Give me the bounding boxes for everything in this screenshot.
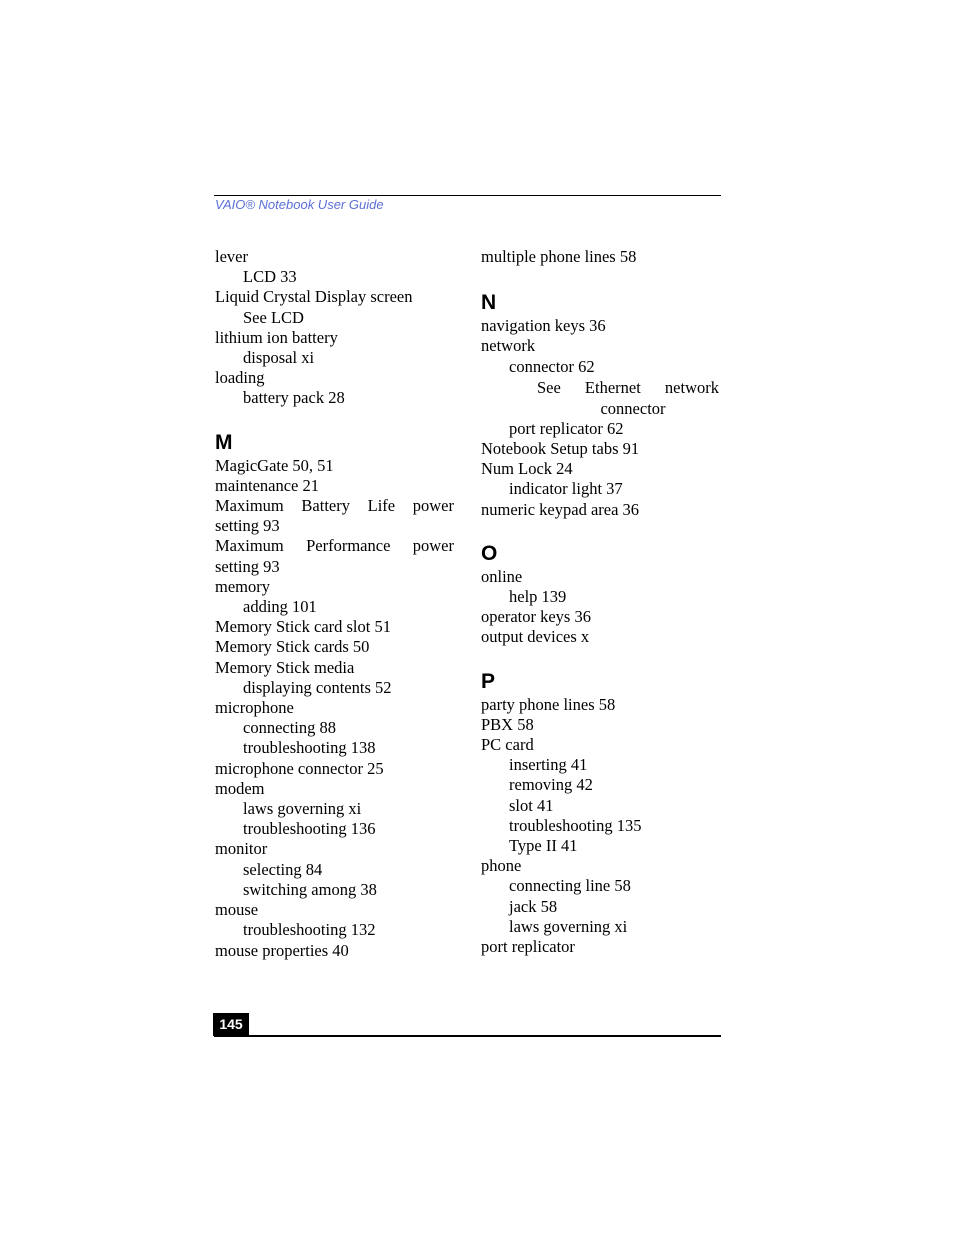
- index-subentry: indicator light 37: [509, 479, 623, 499]
- index-entry: party phone lines 58: [481, 694, 616, 714]
- index-entry: Memory Stick media: [215, 657, 355, 677]
- index-subentry: removing 42: [509, 775, 593, 795]
- index-entry: phone: [481, 856, 522, 876]
- index-entry: online: [481, 566, 523, 586]
- see-reference: [481, 377, 719, 419]
- index-subentry: selecting 84: [243, 859, 323, 879]
- index-entry: operator keys 36: [481, 607, 591, 627]
- index-entry: lever: [215, 247, 248, 266]
- index-subentry: jack 58: [509, 896, 558, 916]
- index-block-m: [215, 456, 454, 961]
- index-subentry: battery pack 28: [243, 388, 345, 408]
- index-subentry: laws governing xi: [509, 916, 628, 936]
- index-entry: output devices x: [481, 627, 590, 647]
- index-entry: microphone: [215, 698, 294, 718]
- index-entry: monitor: [215, 839, 268, 859]
- index-entry: loading: [215, 368, 265, 388]
- index-entry: Num Lock 24: [481, 459, 573, 479]
- index-subentry: See LCD: [243, 307, 304, 327]
- index-subentry: connector 62: [509, 356, 595, 376]
- index-entry: mouse properties 40: [215, 940, 349, 960]
- index-entry: Maximum Battery Life power: [215, 496, 454, 516]
- index-subentry: connecting line 58: [509, 876, 631, 896]
- index-entry: mouse: [215, 900, 259, 920]
- index-entry: navigation keys 36: [481, 316, 606, 336]
- index-entry: setting 93: [215, 556, 280, 576]
- index-column-left: [215, 247, 454, 961]
- see-reference-line1: See Ethernet network: [537, 377, 719, 397]
- index-entry: memory: [215, 576, 270, 596]
- section-letter-p: P: [481, 669, 496, 693]
- index-entry: modem: [215, 778, 265, 798]
- index-column-right: [481, 247, 720, 957]
- index-entry: numeric keypad area 36: [481, 499, 640, 519]
- index-subentry: disposal xi: [243, 348, 315, 368]
- section-letter-n: N: [481, 291, 497, 315]
- index-subentry: switching among 38: [243, 879, 377, 899]
- section-letter-m: M: [215, 430, 233, 454]
- index-subentry: slot 41: [509, 795, 554, 815]
- index-subentry: connecting 88: [243, 718, 337, 738]
- index-subentry: troubleshooting 136: [243, 819, 376, 839]
- index-entry: Memory Stick card slot 51: [215, 617, 391, 637]
- index-entry: MagicGate 50, 51: [215, 455, 334, 475]
- index-entry: network: [481, 336, 536, 356]
- index-subentry: adding 101: [243, 597, 317, 617]
- see-reference-line2: connector: [600, 398, 666, 418]
- index-subentry: troubleshooting 132: [243, 920, 376, 940]
- index-subentry: displaying contents 52: [243, 677, 392, 697]
- footer-rule: [214, 1035, 721, 1037]
- index-entry: Liquid Crystal Display screen: [215, 287, 413, 307]
- index-block-o: [481, 567, 720, 648]
- index-subentry: laws governing xi: [243, 799, 362, 819]
- index-entry: PBX 58: [481, 714, 534, 734]
- index-entry: lithium ion battery: [215, 327, 338, 347]
- index-entry: multiple phone lines 58: [481, 247, 637, 266]
- index-block-n-a: [481, 316, 720, 377]
- index-block-p: [481, 695, 720, 958]
- section-letter-o: O: [481, 541, 498, 565]
- index-subentry: inserting 41: [509, 755, 588, 775]
- page-number: 145: [213, 1013, 249, 1036]
- index-entry: maintenance 21: [215, 475, 319, 495]
- index-entry: PC card: [481, 735, 534, 755]
- index-entry: microphone connector 25: [215, 758, 384, 778]
- index-entry: Memory Stick cards 50: [215, 637, 370, 657]
- document-title: VAIO® Notebook User Guide: [215, 197, 384, 212]
- index-subentry: troubleshooting 138: [243, 738, 376, 758]
- index-entry: Maximum Performance power: [215, 536, 454, 556]
- index-subentry: troubleshooting 135: [509, 815, 642, 835]
- index-subentry: Type II 41: [509, 836, 578, 856]
- index-entry: setting 93: [215, 516, 280, 536]
- index-block-l: [215, 247, 454, 409]
- index-entry: port replicator: [481, 937, 575, 957]
- index-subentry: help 139: [509, 587, 567, 607]
- header-rule: [214, 195, 721, 196]
- index-entry: Notebook Setup tabs 91: [481, 439, 640, 459]
- index-block-mm: [481, 247, 720, 267]
- index-block-n-b: [481, 419, 720, 520]
- index-subentry: LCD 33: [243, 267, 297, 287]
- index-subentry: port replicator 62: [509, 418, 624, 438]
